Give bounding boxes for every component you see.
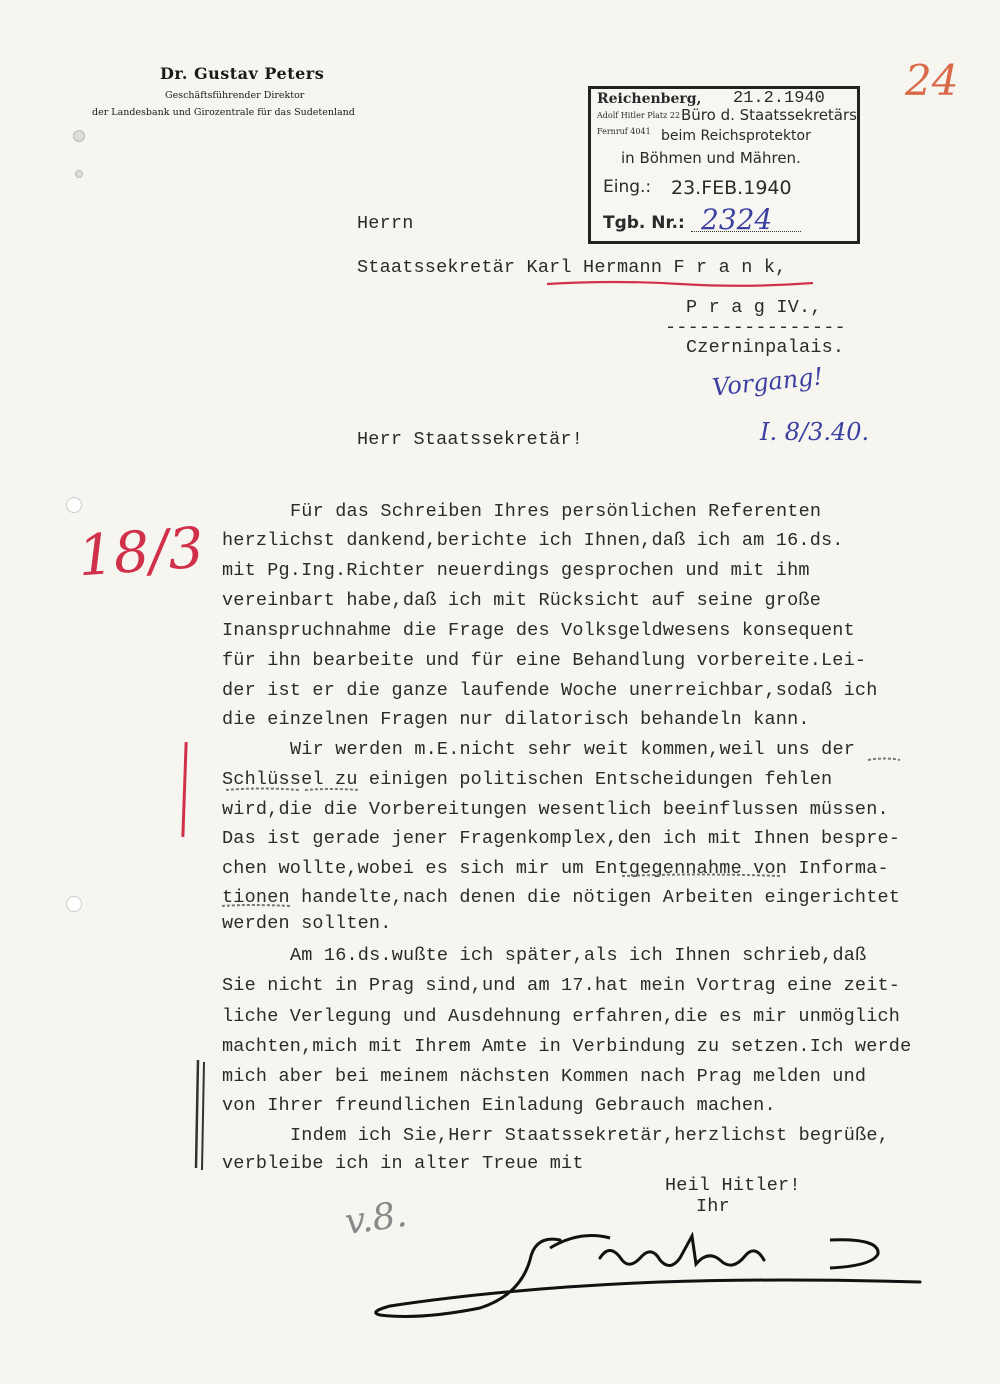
stamp-received-date: 23.FEB.1940 xyxy=(671,177,792,199)
annotation-pencil: v.8. xyxy=(342,1193,410,1244)
annotation-vorgang: Vorgang! xyxy=(710,362,825,402)
body-line: mit Pg.Ing.Richter neuerdings gesprochen und mit ihm xyxy=(222,560,810,581)
body-line: der ist er die ganze laufende Woche unerreichbar,sodaß ich xyxy=(222,680,878,701)
closing-salutation: Heil Hitler! xyxy=(665,1175,801,1196)
recipient-name: Staatssekretär Karl Hermann F r a n k, xyxy=(357,257,787,278)
recipient-city: P r a g IV., xyxy=(686,297,822,318)
body-line: vereinbart habe,daß ich mit Rücksicht auf seine große xyxy=(222,590,821,611)
greeting: Herr Staatssekretär! xyxy=(357,429,584,450)
signature xyxy=(360,1220,930,1330)
body-line: Schlüssel zu einigen politischen Entscheidungen fehlen xyxy=(222,769,833,790)
body-line: werden sollten. xyxy=(222,913,392,934)
body-line: Am 16.ds.wußte ich später,als ich Ihnen schrieb,daß xyxy=(290,945,867,966)
recipient-salutation: Herrn xyxy=(357,213,414,234)
closing-ihr: Ihr xyxy=(696,1196,730,1217)
letterhead-title: Geschäftsführender Direktor xyxy=(165,90,305,101)
stamp-office-line3: in Böhmen und Mähren. xyxy=(621,149,801,167)
body-line: Wir werden m.E.nicht sehr weit kommen,weil uns der xyxy=(290,739,856,760)
body-line: tionen handelte,nach denen die nötigen Arbeiten eingerichtet xyxy=(222,887,901,908)
recipient-dash: ---------------- xyxy=(665,317,846,338)
recipient-building: Czerninpalais. xyxy=(686,337,845,358)
stamp-received-label: Eing.: xyxy=(603,177,652,197)
stamp-tgb-label: Tgb. Nr.: xyxy=(603,213,685,233)
letterhead-institution: der Landesbank und Girozentrale für das Sudetenland xyxy=(92,107,355,118)
body-line: wird,die die Vorbereitungen wesentlich beeinflussen müssen. xyxy=(222,799,889,820)
body-line: Für das Schreiben Ihres persönlichen Referenten xyxy=(290,501,822,522)
annotation-initial-date: I. 8/3.40. xyxy=(760,418,870,446)
body-line: chen wollte,wobei es sich mir um Entgegennahme von Informa- xyxy=(222,858,889,879)
body-line: verbleibe ich in alter Treue mit xyxy=(222,1153,584,1174)
stamp-date-printed: 21.2.1940 xyxy=(733,89,825,108)
body-line: herzlichst dankend,berichte ich Ihnen,daß ich am 16.ds. xyxy=(222,530,844,551)
stamp-phone: Fernruf 4041 xyxy=(597,127,651,136)
annotation-red-margin: 18/3 xyxy=(75,515,206,590)
stamp-office-line1: Büro d. Staatssekretärs xyxy=(681,106,857,124)
body-line: Inanspruchnahme die Frage des Volksgeldwesens konsequent xyxy=(222,620,855,641)
stamp-tgb-number: 2324 xyxy=(701,203,773,236)
letterhead-name: Dr. Gustav Peters xyxy=(160,64,325,83)
stamp-place: Reichenberg, xyxy=(597,91,702,107)
body-line: mich aber bei meinem nächsten Kommen nach Prag melden und xyxy=(222,1066,867,1087)
body-line: für ihn bearbeite und für eine Behandlung vorbereite.Lei- xyxy=(222,650,867,671)
body-line: von Ihrer freundlichen Einladung Gebrauch machen. xyxy=(222,1095,776,1116)
body-line: machten,mich mit Ihrem Amte in Verbindung zu setzen.Ich werde xyxy=(222,1036,912,1057)
body-line: liche Verlegung und Ausdehnung erfahren,die es mir unmöglich xyxy=(222,1006,901,1027)
body-line: Indem ich Sie,Herr Staatssekretär,herzlichst begrüße, xyxy=(290,1125,889,1146)
stamp-office-line2: beim Reichsprotektor xyxy=(661,128,811,144)
body-line: die einzelnen Fragen nur dilatorisch behandeln kann. xyxy=(222,709,810,730)
annotation-page-number: 24 xyxy=(905,56,959,105)
body-line: Sie nicht in Prag sind,und am 17.hat mein Vortrag eine zeit- xyxy=(222,975,901,996)
body-line: Das ist gerade jener Fragenkomplex,den ich mit Ihnen bespre- xyxy=(222,828,901,849)
stamp-address: Adolf Hitler Platz 22 xyxy=(597,111,681,120)
